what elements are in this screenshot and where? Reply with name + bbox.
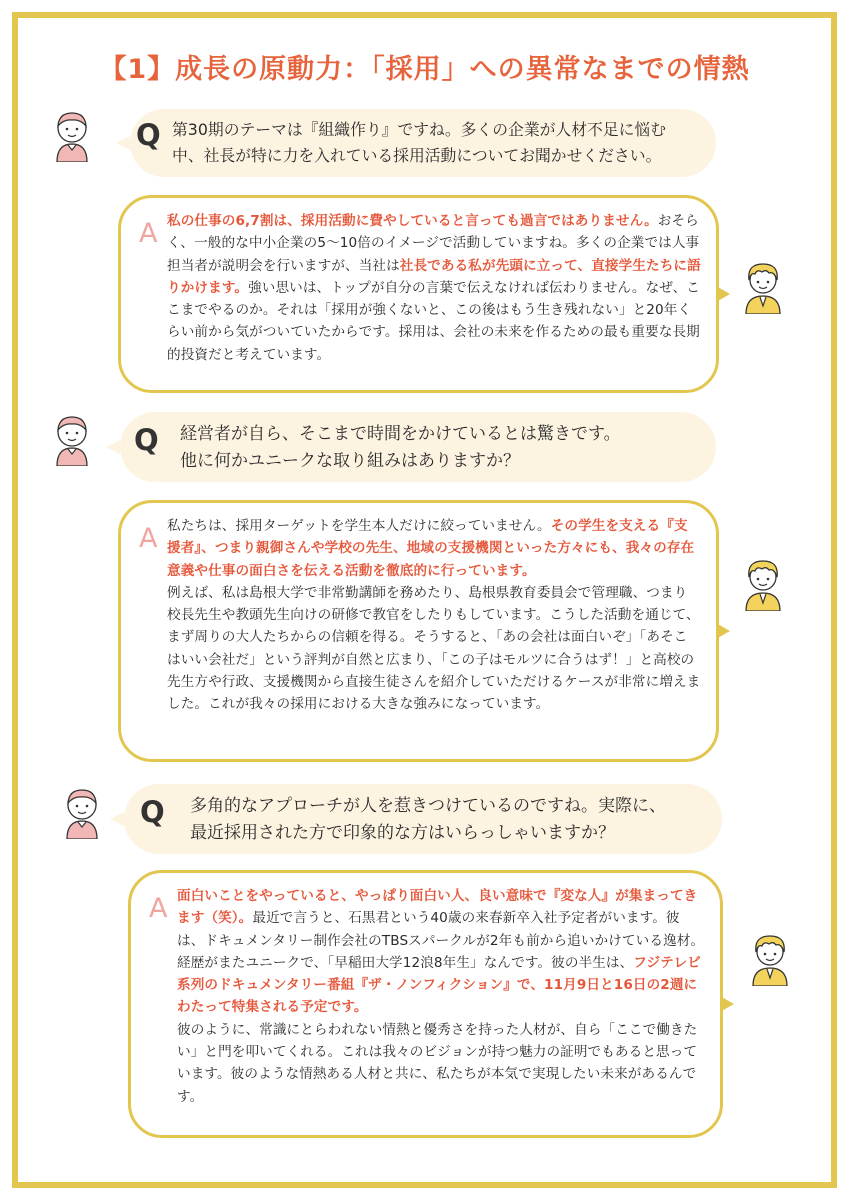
highlight-text: 私の仕事の6,7割は、採用活動に費やしていると言っても過言ではありません。 xyxy=(167,213,658,229)
interviewer-avatar-icon xyxy=(57,783,107,839)
question-mark: Q xyxy=(136,118,161,152)
question-line: 第30期のテーマは『組織作り』ですね。多くの企業が人材不足に悩む xyxy=(172,120,667,139)
answer-mark: A xyxy=(139,218,158,249)
answer-text: 最近で言うと、石黒君という40歳の来春新卒入社予定者がいます。彼は、ドキュメンタリー制作会社のTBSスパークルが2年も前から追いかけている逸材。 xyxy=(177,910,705,949)
question-line: 他に何かユニークな取り組みはありますか？ xyxy=(180,451,520,471)
question-text-1 xyxy=(172,117,666,169)
answer-mark: A xyxy=(139,523,158,554)
highlight-text: フジテレビ系列のドキュメンタリー番組『ザ・ノンフィクション』で、11月9日と16日の2週にわたって特集される予定です。 xyxy=(177,954,701,1016)
answer-text: 強い思いは、トップが自分の言葉で伝えなければ伝わりません。なぜ、ここまでやるのか。それは「採用が強くないと、この後はもう生き残れない」と20年くらい前から気がついていたからです。採用は、会社の未来を作るための最も重要な長期的投資だと考えています。 xyxy=(167,279,700,363)
president-avatar-icon xyxy=(738,258,788,314)
highlight-text: その学生を支える『支援者』、つまり親御さんや学校の先生、地域の支援機関といった方々にも、我々の存在意義や仕事の面白さを伝える活動を徹底的に行っています。 xyxy=(167,518,695,579)
answer-text: おそらく、一般的な中小企業の5〜10倍のイメージで活動していますね。多くの企業では人事担当者が説明会を行いますが、当社は xyxy=(167,213,700,274)
page-title: 【1】成長の原動力：「採用」への異常なまでの情熱 xyxy=(99,54,750,85)
question-line: 最近採用された方で印象的な方はいらっしゃいますか？ xyxy=(190,823,615,843)
question-line: 多角的なアプローチが人を惹きつけているのですね。実際に、 xyxy=(190,796,666,816)
interviewer-avatar-icon xyxy=(47,106,97,162)
question-mark: Q xyxy=(134,423,159,457)
answer-text-2 xyxy=(167,515,701,716)
question-bubble-2 xyxy=(120,412,716,482)
answer-bubble-2 xyxy=(118,500,719,762)
question-mark: Q xyxy=(140,795,165,829)
answer-text: 例えば、私は島根大学で非常勤講師を務めたり、島根県教育委員会で管理職、つまり校長先生や教頭先生向けの研修で教官をしたりもしています。こうした活動を通じて、まず周りの大人たちからの信頼を得る。そうすると、「あの会社は面白いぞ」「あそこはいい会社だ」という評判が自然と広まり、「この子はモルツに合うはず！」と高校の先生方や行政、支援機関から直接生徒さんを紹介していただけるケースが非常に増えました。これが我々の採用における大きな強みになっています。 xyxy=(167,584,701,713)
question-bubble-1 xyxy=(130,109,716,177)
answer-bubble-3 xyxy=(128,870,723,1138)
answer-text: 経歴がまたユニークで、「早稲田大学12浪8年生」なんです。彼の半生は、 xyxy=(177,954,634,971)
president-avatar-icon xyxy=(745,930,795,986)
answer-text-3 xyxy=(177,885,705,1108)
president-avatar-icon xyxy=(738,555,788,611)
question-line: 経営者が自ら、そこまで時間をかけているとは驚きです。 xyxy=(180,424,621,444)
question-line: 中、社長が特に力を入れている採用活動についてお聞かせください。 xyxy=(172,146,662,165)
answer-text: 彼のように、常識にとらわれない情熱と優秀さを持った人材が、自ら「ここで働きたい」と門を叩いてくれる。これは我々のビジョンが持つ魅力の証明でもあると思っています。彼のような情熱ある人材と共に、私たちが本気で実現したい未来があるんです。 xyxy=(177,1021,698,1105)
question-text-2 xyxy=(180,421,621,475)
question-bubble-3 xyxy=(124,784,722,854)
answer-text: 私たちは、採用ターゲットを学生本人だけに絞っていません。 xyxy=(167,518,551,534)
interviewer-avatar-icon xyxy=(47,410,97,466)
answer-text-1 xyxy=(167,210,701,366)
answer-bubble-1 xyxy=(118,195,719,393)
highlight-text: 面白いことをやっていると、やっぱり面白い人、良い意味で『変な人』が集まってきます（笑）。 xyxy=(177,888,698,927)
answer-mark: A xyxy=(149,893,168,924)
highlight-text: 社長である私が先頭に立って、直接学生たちに語りかけます。 xyxy=(167,257,701,296)
question-text-3 xyxy=(190,793,666,847)
